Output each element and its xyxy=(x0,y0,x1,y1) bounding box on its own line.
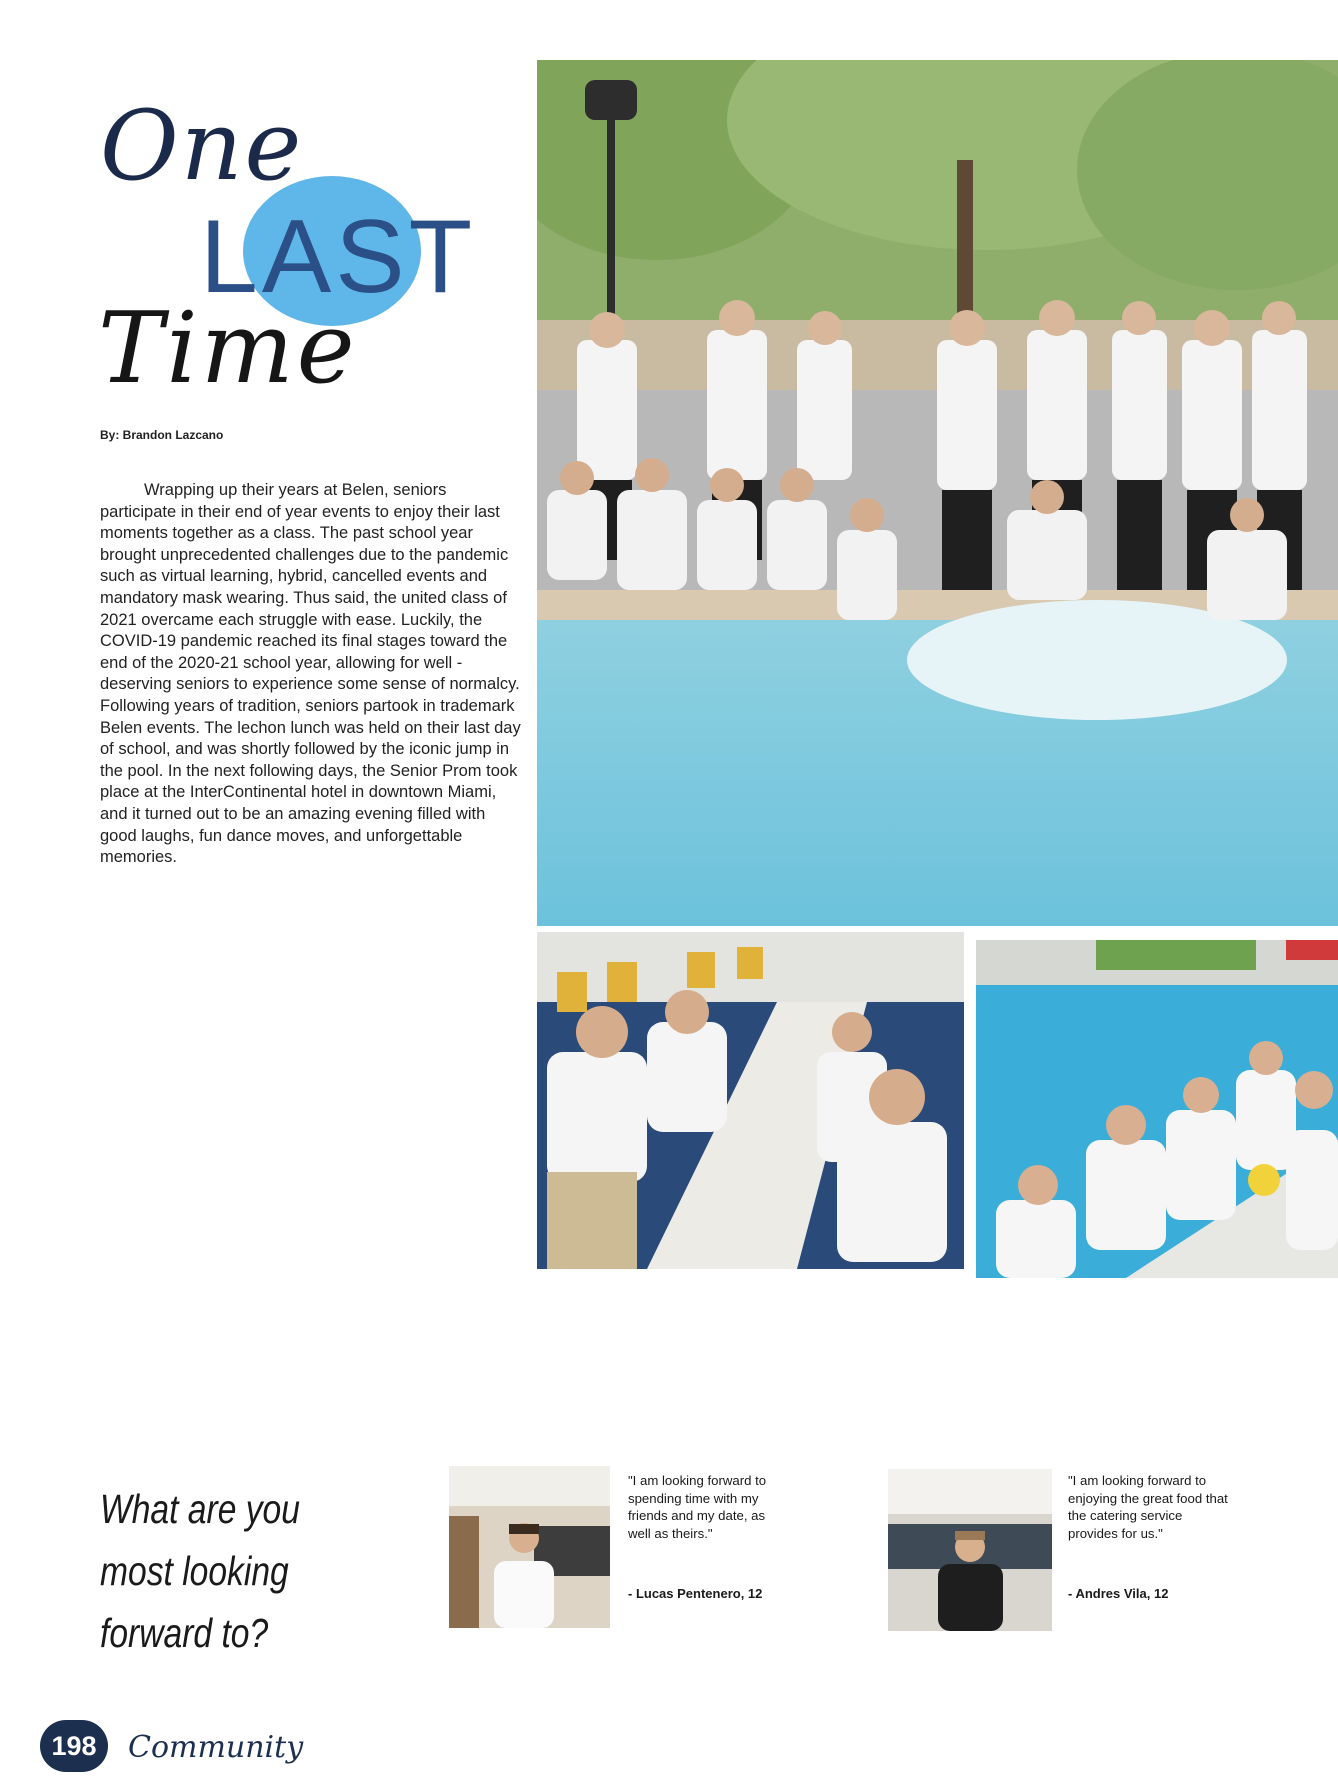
quote-1-attribution: - Lucas Pentenero, 12 xyxy=(628,1586,763,1601)
section-name: Community xyxy=(128,1730,304,1765)
quote-1-text: "I am looking forward to spending time with my friends and my date, as well as theirs." xyxy=(628,1473,767,1541)
article-body xyxy=(100,480,525,869)
lechon-lunch-photo xyxy=(537,932,964,1269)
article-paragraph: Wrapping up their years at Belen, seniors participate in their end of year events to enjoy their last moments together as a class. The past school year brought unprecedented challenges due to the pandemic such as virtual learning, hybrid, cancelled events and mandatory mask wearing. Thus said, the united class of 2021 overcame each struggle with ease. Luckily, the COVID-19 pandemic reached its final stages toward the end of the 2020-21 school year, allowing for well - deserving seniors to experience some sense of normalcy. Following years of tradition, seniors partook in trademark Belen events. The lechon lunch was held on their last day of school, and was shortly followed by the iconic jump in the pool. In the next following days, the Senior Prom took place at the InterContinental hotel in downtown Miami, and it turned out to be an amazing evening filled with good laughs, fun dance moves, and unforgettable memories. xyxy=(100,481,521,867)
lucas-portrait xyxy=(449,1466,610,1628)
pool-jump-photo xyxy=(537,60,1338,926)
byline: By: Brandon Lazcano xyxy=(100,428,224,442)
pool-seniors-photo xyxy=(976,940,1338,1278)
andres-portrait xyxy=(888,1469,1052,1631)
quote-2-text: "I am looking forward to enjoying the great food that the catering service provides for us." xyxy=(1068,1473,1228,1541)
page-number: 198 xyxy=(40,1720,108,1772)
question-heading: What are you most looking forward to? xyxy=(100,1486,300,1656)
title-word-time: Time xyxy=(98,292,358,406)
quote-2-attribution: - Andres Vila, 12 xyxy=(1068,1586,1169,1601)
title-word-one: One xyxy=(100,90,304,202)
title-word-last: LAST xyxy=(200,199,477,315)
